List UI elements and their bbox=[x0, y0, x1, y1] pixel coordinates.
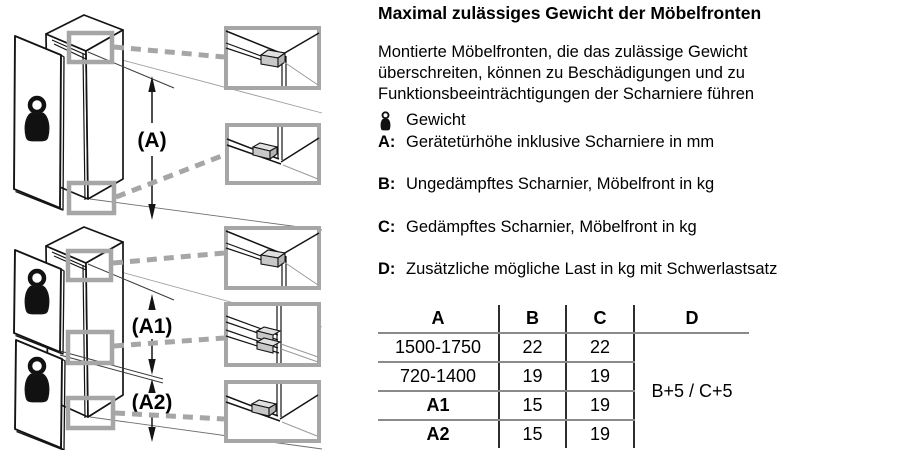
legend-item-b bbox=[378, 174, 714, 195]
column-header-b: B bbox=[499, 305, 566, 333]
table-row bbox=[378, 333, 749, 362]
cell-b: 19 bbox=[499, 362, 566, 391]
cell-c: 19 bbox=[566, 362, 634, 391]
legend-key: B: bbox=[378, 175, 396, 193]
cell-b: 15 bbox=[499, 391, 566, 420]
column-header-a: A bbox=[378, 305, 499, 333]
intro-paragraph bbox=[378, 42, 754, 105]
legend-text: Gerätetürhöhe inklusive Scharniere in mm bbox=[406, 133, 715, 151]
cell-a: 1500-1750 bbox=[378, 333, 499, 362]
cell-c: 19 bbox=[566, 391, 634, 420]
dimension-label-a1: (A1) bbox=[131, 315, 173, 338]
cell-a: 720-1400 bbox=[378, 362, 499, 391]
legend-item-a bbox=[378, 132, 714, 153]
legend-key: D: bbox=[378, 260, 396, 278]
legend-item-c bbox=[378, 217, 697, 238]
cell-a: A2 bbox=[378, 420, 499, 448]
cell-d-span: B+5 / C+5 bbox=[651, 380, 733, 401]
page-title: Maximal zulässiges Gewicht der Möbelfronten bbox=[378, 3, 762, 23]
legend-weight-text: Gewicht bbox=[406, 111, 466, 129]
dimension-label-a: (A) bbox=[137, 129, 167, 152]
legend-text: Gedämpftes Scharnier, Möbelfront in kg bbox=[406, 218, 697, 236]
cell-a: A1 bbox=[378, 391, 499, 420]
zoom-leader-dashes bbox=[113, 47, 224, 419]
dimension-label-a2: (A2) bbox=[131, 391, 173, 414]
legend-item-d bbox=[378, 259, 777, 280]
column-header-d: D bbox=[634, 305, 749, 333]
paragraph-line: überschreiten, können zu Beschädigungen und zu bbox=[378, 64, 745, 82]
legend-key: A: bbox=[378, 133, 396, 151]
paragraph-line: Funktionsbeeinträchtigungen der Scharniere führen bbox=[378, 85, 755, 103]
detail-boxes bbox=[226, 28, 319, 441]
appliance-diagram bbox=[0, 0, 370, 450]
text-column bbox=[377, 0, 900, 450]
cell-b: 22 bbox=[499, 333, 566, 362]
table-header-row bbox=[378, 305, 749, 333]
cell-c: 19 bbox=[566, 420, 634, 448]
weight-table bbox=[378, 305, 749, 448]
cell-b: 15 bbox=[499, 420, 566, 448]
paragraph-line: Montierte Möbelfronten, die das zulässige Gewicht bbox=[378, 43, 748, 61]
column-header-c: C bbox=[566, 305, 634, 333]
legend-text: Zusätzliche mögliche Last in kg mit Schwerlastsatz bbox=[406, 260, 778, 278]
legend-text: Ungedämpftes Scharnier, Möbelfront in kg bbox=[406, 175, 715, 193]
legend-key: C: bbox=[378, 218, 396, 236]
cell-c: 22 bbox=[566, 333, 634, 362]
